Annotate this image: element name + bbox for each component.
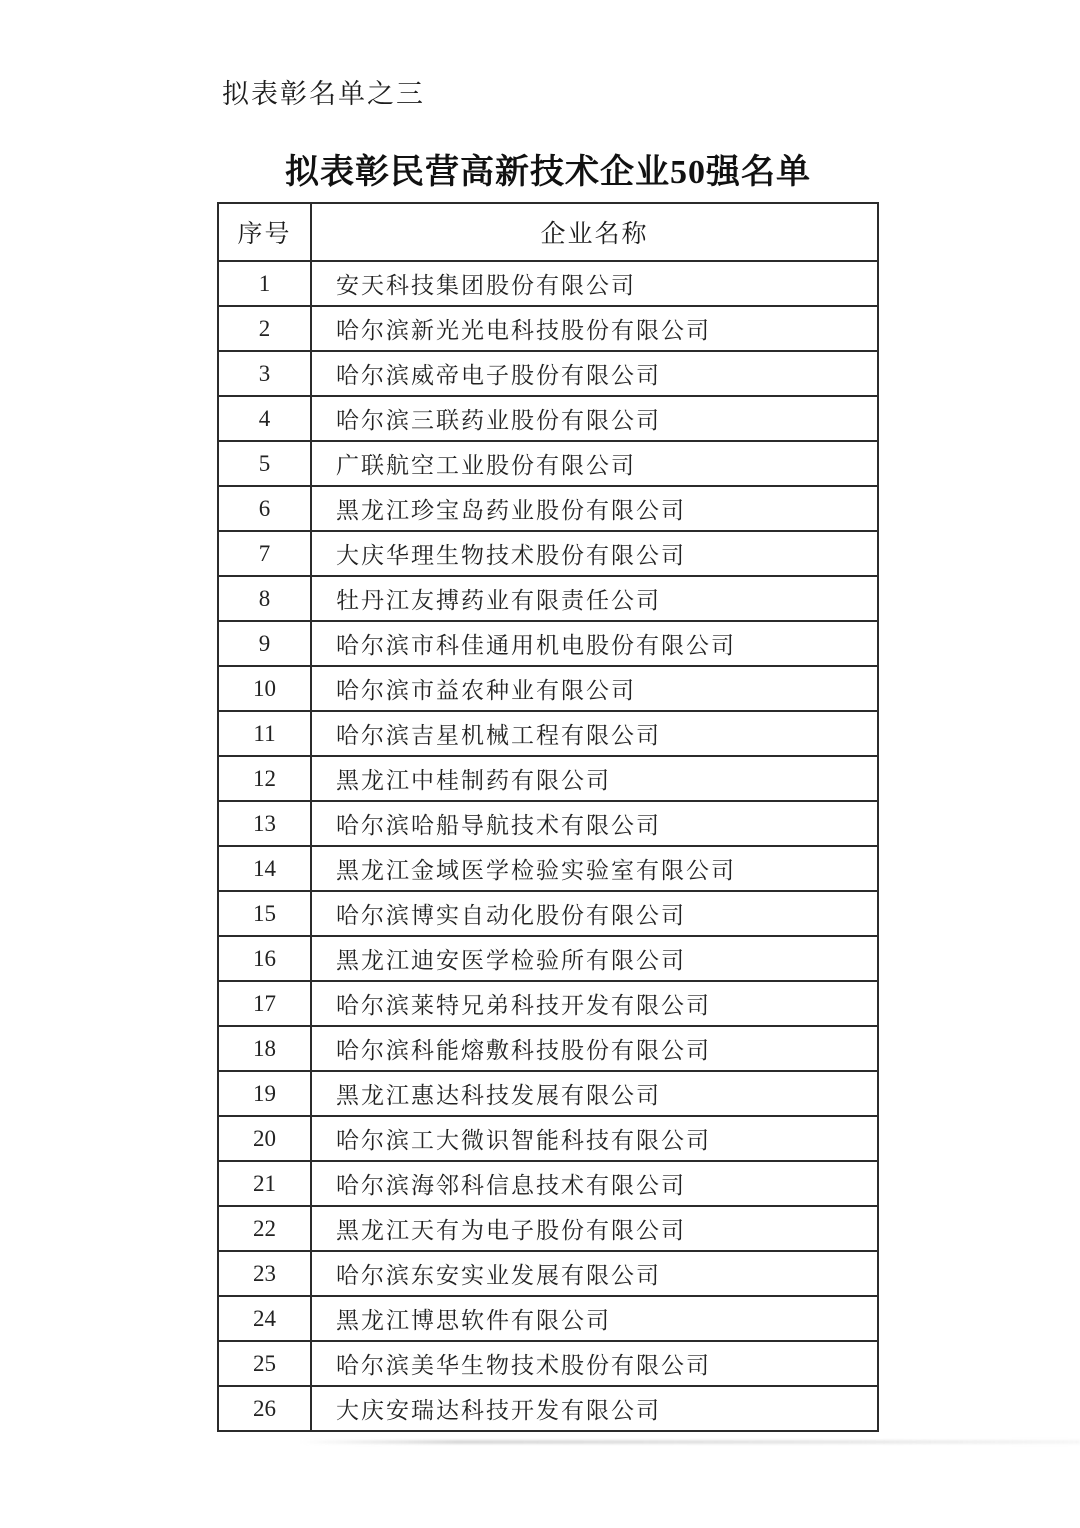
cell-serial-number: 12: [218, 756, 311, 801]
cell-serial-number: 3: [218, 351, 311, 396]
cell-serial-number: 20: [218, 1116, 311, 1161]
cell-serial-number: 7: [218, 531, 311, 576]
cell-serial-number: 18: [218, 1026, 311, 1071]
cell-company-name: 哈尔滨海邻科信息技术有限公司: [311, 1161, 878, 1206]
table-row: [218, 801, 878, 846]
cell-company-name: 哈尔滨三联药业股份有限公司: [311, 396, 878, 441]
cell-serial-number: 24: [218, 1296, 311, 1341]
cell-company-name: 哈尔滨东安实业发展有限公司: [311, 1251, 878, 1296]
table-row: [218, 846, 878, 891]
table-row: [218, 1251, 878, 1296]
cell-company-name: 大庆华理生物技术股份有限公司: [311, 531, 878, 576]
table-row: [218, 1206, 878, 1251]
table-row: [218, 261, 878, 306]
cell-serial-number: 2: [218, 306, 311, 351]
cell-serial-number: 4: [218, 396, 311, 441]
cell-serial-number: 14: [218, 846, 311, 891]
cell-company-name: 哈尔滨吉星机械工程有限公司: [311, 711, 878, 756]
cell-company-name: 牡丹江友搏药业有限责任公司: [311, 576, 878, 621]
cell-serial-number: 19: [218, 1071, 311, 1116]
cell-company-name: 哈尔滨博实自动化股份有限公司: [311, 891, 878, 936]
cell-company-name: 哈尔滨莱特兄弟科技开发有限公司: [311, 981, 878, 1026]
cell-serial-number: 5: [218, 441, 311, 486]
cell-serial-number: 17: [218, 981, 311, 1026]
cell-company-name: 黑龙江中桂制药有限公司: [311, 756, 878, 801]
table-row: [218, 531, 878, 576]
cell-company-name: 哈尔滨美华生物技术股份有限公司: [311, 1341, 878, 1386]
cell-serial-number: 16: [218, 936, 311, 981]
cell-serial-number: 15: [218, 891, 311, 936]
table-row: [218, 1071, 878, 1116]
table-row: [218, 756, 878, 801]
cell-company-name: 大庆安瑞达科技开发有限公司: [311, 1386, 878, 1431]
table-row: [218, 1116, 878, 1161]
cell-serial-number: 23: [218, 1251, 311, 1296]
cell-company-name: 哈尔滨市科佳通用机电股份有限公司: [311, 621, 878, 666]
cell-company-name: 安天科技集团股份有限公司: [311, 261, 878, 306]
doc-section-label: 拟表彰名单之三: [222, 79, 425, 109]
cell-serial-number: 26: [218, 1386, 311, 1431]
cell-company-name: 哈尔滨哈船导航技术有限公司: [311, 801, 878, 846]
cell-serial-number: 1: [218, 261, 311, 306]
cell-serial-number: 8: [218, 576, 311, 621]
table-row: [218, 1296, 878, 1341]
table-row: [218, 1386, 878, 1431]
cell-company-name: 哈尔滨新光光电科技股份有限公司: [311, 306, 878, 351]
table-row: [218, 396, 878, 441]
table-row: [218, 666, 878, 711]
table-header-row: [218, 203, 878, 261]
table-row: [218, 711, 878, 756]
cell-company-name: 黑龙江天有为电子股份有限公司: [311, 1206, 878, 1251]
table-row: [218, 486, 878, 531]
cell-company-name: 哈尔滨市益农种业有限公司: [311, 666, 878, 711]
company-table: [217, 202, 879, 1432]
cell-serial-number: 9: [218, 621, 311, 666]
table-row: [218, 981, 878, 1026]
cell-serial-number: 22: [218, 1206, 311, 1251]
header-serial-number: 序号: [218, 203, 311, 261]
cell-serial-number: 25: [218, 1341, 311, 1386]
table-row: [218, 1341, 878, 1386]
cell-company-name: 黑龙江金域医学检验实验室有限公司: [311, 846, 878, 891]
cell-company-name: 黑龙江珍宝岛药业股份有限公司: [311, 486, 878, 531]
page-title: 拟表彰民营高新技术企业50强名单: [285, 154, 811, 191]
table-row: [218, 621, 878, 666]
table-row: [218, 306, 878, 351]
table-row: [218, 351, 878, 396]
cell-company-name: 哈尔滨科能熔敷科技股份有限公司: [311, 1026, 878, 1071]
cell-company-name: 黑龙江博思软件有限公司: [311, 1296, 878, 1341]
cell-serial-number: 6: [218, 486, 311, 531]
header-company-name: 企业名称: [311, 203, 878, 261]
cell-company-name: 广联航空工业股份有限公司: [311, 441, 878, 486]
table-row: [218, 1161, 878, 1206]
cell-serial-number: 11: [218, 711, 311, 756]
cell-serial-number: 21: [218, 1161, 311, 1206]
cell-serial-number: 10: [218, 666, 311, 711]
cell-company-name: 黑龙江惠达科技发展有限公司: [311, 1071, 878, 1116]
table-row: [218, 441, 878, 486]
table-row: [218, 891, 878, 936]
scan-artifact: [300, 1440, 1080, 1444]
cell-company-name: 哈尔滨威帝电子股份有限公司: [311, 351, 878, 396]
table-row: [218, 936, 878, 981]
cell-company-name: 黑龙江迪安医学检验所有限公司: [311, 936, 878, 981]
table-row: [218, 576, 878, 621]
table-row: [218, 1026, 878, 1071]
cell-serial-number: 13: [218, 801, 311, 846]
cell-company-name: 哈尔滨工大微识智能科技有限公司: [311, 1116, 878, 1161]
